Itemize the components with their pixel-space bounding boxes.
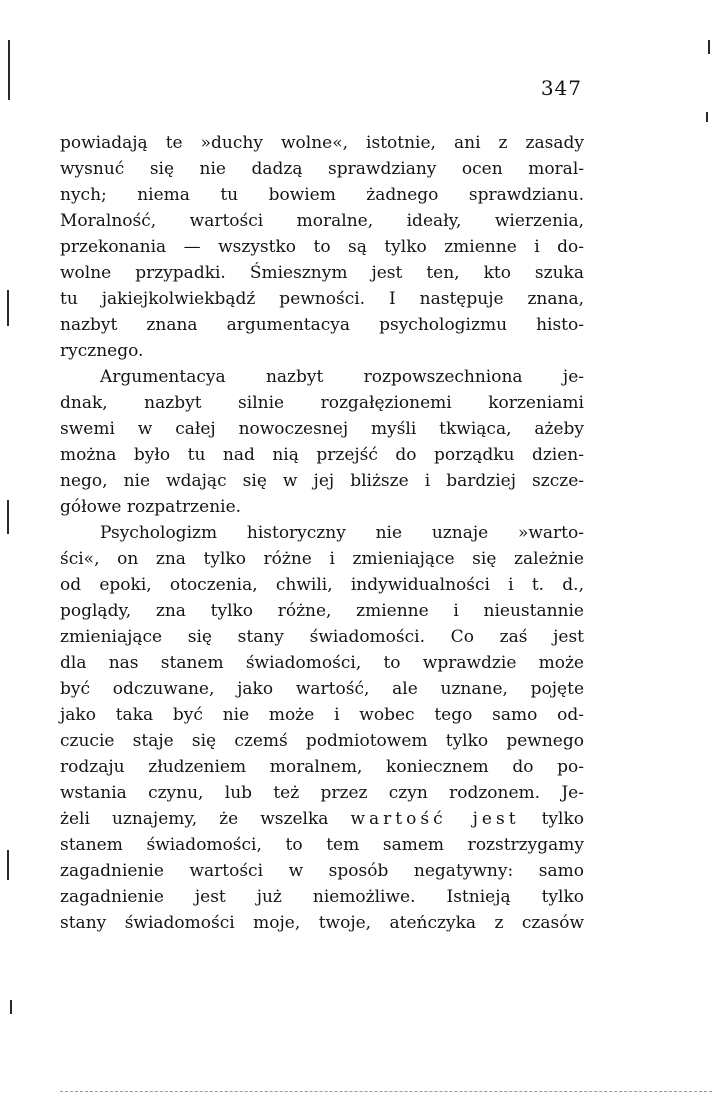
text-line: zagadnienie jest już niemożliwe. Istnieją tylko (60, 887, 584, 907)
text-line: stany świadomości moje, twoje, ateńczyka z czasów (60, 913, 584, 933)
scan-mark (708, 40, 710, 54)
text-line: nazbyt znana argumentacya psychologizmu histo- (60, 315, 584, 335)
text-line: można było tu nad nią przejść do porządku dzien- (60, 445, 584, 465)
text-line: swemi w całej nowoczesnej myśli tkwiąca, ażeby (60, 419, 584, 439)
text-line: wysnuć się nie dadzą sprawdziany ocen moral- (60, 159, 584, 179)
text-line: zagadnienie wartości w sposób negatywny: samo (60, 861, 584, 881)
emphasized-text: wartość jest (350, 809, 520, 829)
body-text (60, 130, 584, 936)
text-line: tu jakiejkolwiekbądź pewności. I następuje znana, (60, 289, 584, 309)
text-line: być odczuwane, jako wartość, ale uznane, pojęte (60, 679, 584, 699)
text-line: dla nas stanem świadomości, to wprawdzie może (60, 653, 584, 673)
text-line: stanem świadomości, to tem samem rozstrzygamy (60, 835, 584, 855)
text-line: żeli uznajemy, że wszelka wartość jest tylko (60, 809, 584, 829)
text-line: jako taka być nie może i wobec tego samo od- (60, 705, 584, 725)
text-line: nego, nie wdając się w jej bliższe i bardziej szcze- (60, 471, 584, 491)
text-line: przekonania — wszystko to są tylko zmienne i do- (60, 237, 584, 257)
text-line: wolne przypadki. Śmiesznym jest ten, kto szuka (60, 263, 584, 283)
scan-mark (7, 290, 9, 326)
text-line: nych; niema tu bowiem żadnego sprawdzianu. (60, 185, 584, 205)
text-line: rodzaju złudzeniem moralnem, koniecznem do po- (60, 757, 584, 777)
scan-mark (7, 500, 9, 534)
text-line: poglądy, zna tylko różne, zmienne i nieustannie (60, 601, 584, 621)
text-line: od epoki, otoczenia, chwili, indywidualności i t. d., (60, 575, 584, 595)
scan-mark (8, 40, 10, 100)
scan-mark (7, 850, 9, 880)
text-line: dnak, nazbyt silnie rozgałęzionemi korzeniami (60, 393, 584, 413)
text-line: ści«, on zna tylko różne i zmieniające się zależnie (60, 549, 584, 569)
text-line: wstania czynu, lub też przez czyn rodzonem. Je- (60, 783, 584, 803)
text-line: rycznego. (60, 341, 144, 361)
text-line: Moralność, wartości moralne, ideały, wierzenia, (60, 211, 584, 231)
text-line: powiadają te »duchy wolne«, istotnie, ani z zasady (60, 133, 584, 153)
text-line: Argumentacya nazbyt rozpowszechniona je- (100, 367, 584, 387)
text-line: czucie staje się czemś podmiotowem tylko pewnego (60, 731, 584, 751)
page-number: 347 (540, 76, 582, 100)
page-edge (60, 1090, 712, 1092)
text-line: zmieniające się stany świadomości. Co zaś jest (60, 627, 584, 647)
scan-mark (10, 1000, 12, 1014)
text-line: gółowe rozpatrzenie. (60, 497, 242, 517)
text-line: Psychologizm historyczny nie uznaje »warto- (100, 523, 584, 543)
scan-mark (706, 112, 708, 122)
